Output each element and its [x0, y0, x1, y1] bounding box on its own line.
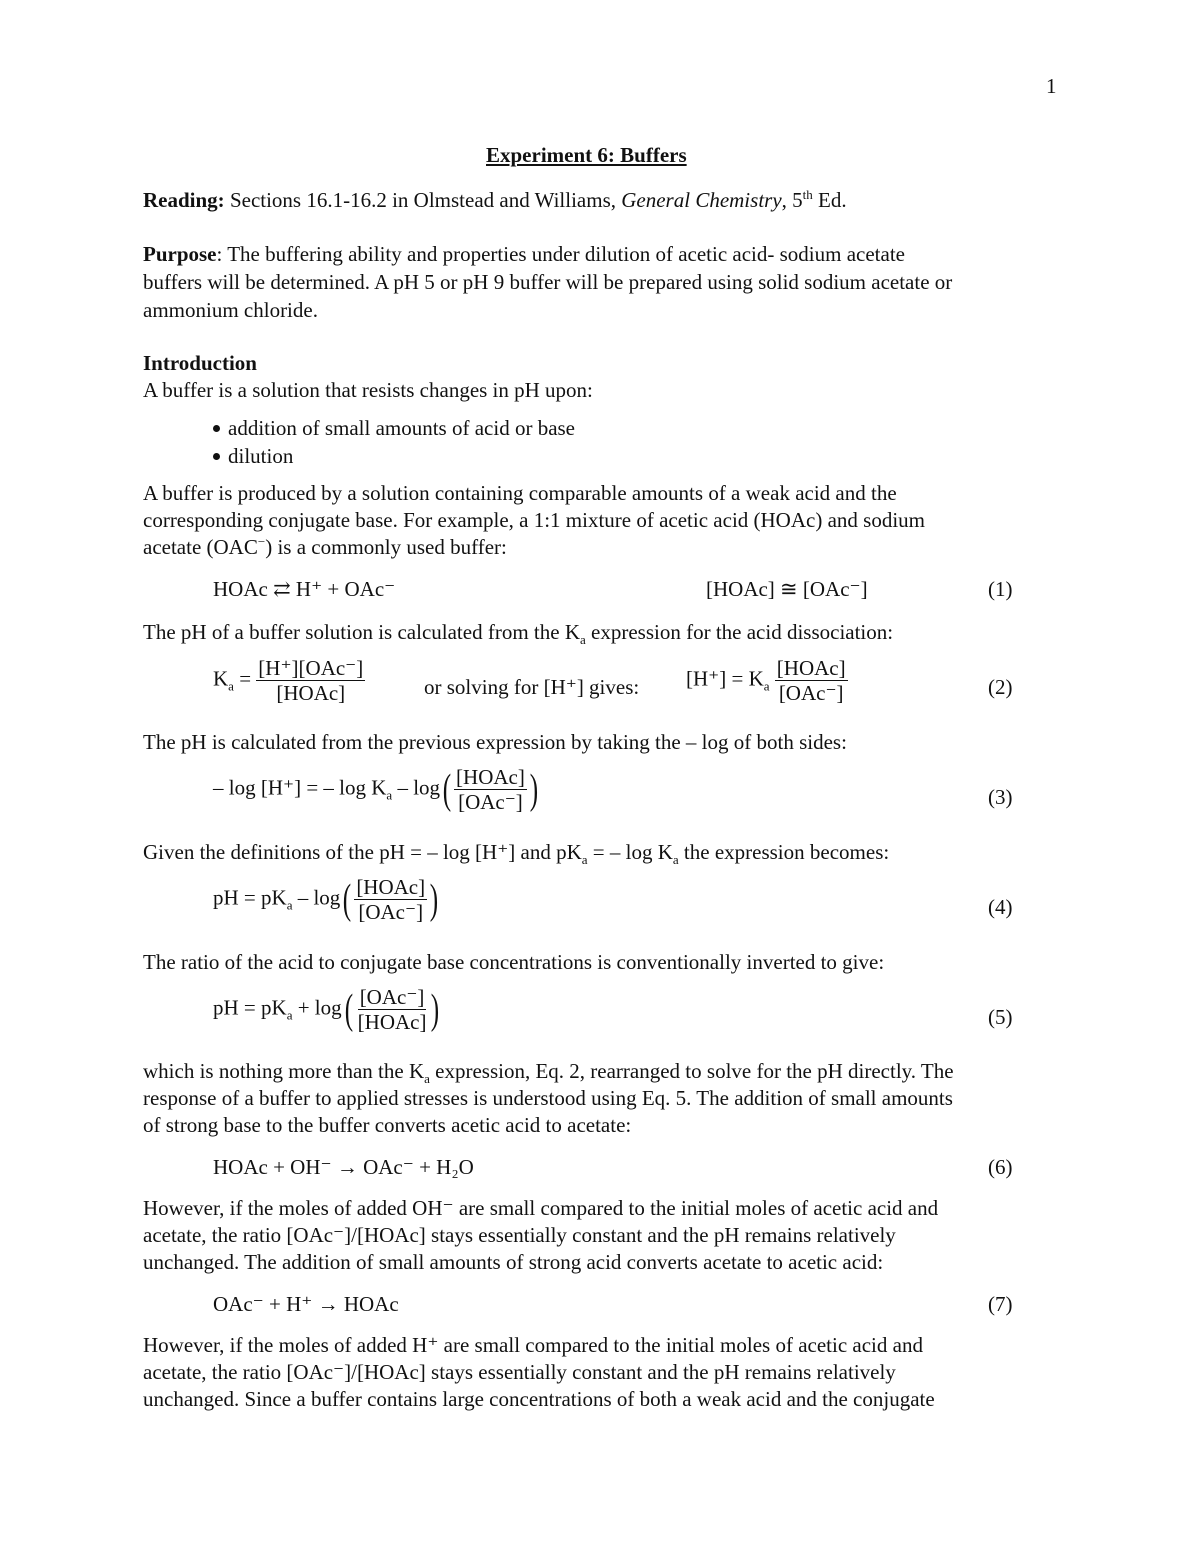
equation-6: HOAc + OH⁻ → OAc⁻ + H₂O: [213, 1155, 474, 1179]
p6-line-3: of strong base to the buffer converts acetic acid to acetate:: [143, 1113, 632, 1137]
reading-text-after: , 5: [781, 188, 803, 212]
equation-4: pH = $pK_a$ – log ( $\frac{\text{[HOAc]}}{\text{[OAc⁻]}}$ ): [213, 875, 439, 924]
equation-1-left: HOAc ⇄ H⁺ + OAc⁻: [213, 577, 396, 601]
equation-1-right: [HOAc] ≅ [OAc⁻]: [706, 577, 868, 601]
p8-line-1: However, if the moles of added H⁺ are small compared to the initial moles of acetic acid and: [143, 1333, 923, 1357]
page-number: 1: [1046, 74, 1057, 98]
intro-line-1: A buffer is a solution that resists changes in pH upon:: [143, 378, 593, 402]
purpose-line-1: [143, 241, 905, 268]
p2-line: The pH of a buffer solution is calculated from the $K_a$ expression for the acid dissociation:: [143, 620, 894, 648]
purpose-line-2: buffers will be determined. A pH 5 or pH 9 buffer will be prepared using solid sodium acetate or: [143, 270, 953, 294]
purpose-label: Purpose: [143, 242, 217, 266]
p4-line: Given the definitions of the pH = – log [H⁺] and $pK_a$ = – $\log K_a$ the expression becomes:: [143, 840, 890, 868]
equation-2-middle: or solving for [H⁺] gives:: [424, 675, 640, 699]
p1-line-2: corresponding conjugate base. For example, a 1:1 mixture of acetic acid (HOAc) and sodium: [143, 508, 925, 532]
equation-7: OAc⁻ + H⁺ → HOAc: [213, 1292, 399, 1316]
fraction: $\frac{\text{[HOAc]}}{\text{[OAc⁻]}}$: [776, 656, 846, 705]
reading-text: Sections 16.1-16.2 in Olmstead and Williams,: [224, 188, 622, 212]
p7-line-3: unchanged. The addition of small amounts of strong acid converts acetate to acetic acid:: [143, 1250, 884, 1274]
reading-label: Reading:: [143, 188, 225, 212]
equation-6-number: (6): [988, 1155, 1013, 1179]
p8-line-2: acetate, the ratio [OAc⁻]/[HOAc] stays essentially constant and the pH remains relatively: [143, 1360, 896, 1384]
p1-line-3: acetate (OAC−) is a commonly used buffer:: [143, 534, 507, 559]
equation-4-number: (4): [988, 895, 1013, 919]
introduction-heading: Introduction: [143, 351, 257, 375]
bullet-icon: [213, 425, 220, 432]
p7-line-1: However, if the moles of added OH⁻ are small compared to the initial moles of acetic acid and: [143, 1196, 939, 1220]
book-title: General Chemistry: [621, 188, 782, 212]
p8-line-3: unchanged. Since a buffer contains large concentrations of both a weak acid and the conjugate: [143, 1387, 935, 1411]
purpose-line-3: ammonium chloride.: [143, 298, 318, 322]
equation-5-number: (5): [988, 1005, 1013, 1029]
equation-2-number: (2): [988, 675, 1013, 699]
equation-7-number: (7): [988, 1292, 1013, 1316]
purpose-text-1: : The buffering ability and properties under dilution of acetic acid- sodium acetate: [216, 242, 905, 266]
p3-line: The pH is calculated from the previous expression by taking the – log of both sides:: [143, 730, 847, 754]
bullet-item-2: dilution: [213, 443, 293, 470]
edition-end: Ed.: [812, 188, 847, 212]
edition-sup: th: [802, 187, 813, 202]
equation-2-right: $[H^+] = K_a$ $\frac{\text{[HOAc]}}{\text{[OAc⁻]}}$: [686, 656, 846, 705]
bullet-icon: [213, 453, 220, 460]
equation-5: pH = $pK_a + \log$ ( $\frac{\text{[OAc⁻]}}{\text{[HOAc]}}$ ): [213, 985, 440, 1034]
p6-line-2: response of a buffer to applied stresses is understood using Eq. 5. The addition of small amounts: [143, 1086, 953, 1110]
p5-line: The ratio of the acid to conjugate base concentrations is conventionally inverted to give:: [143, 950, 885, 974]
p6-line-1: which is nothing more than the $K_a$ expression, Eq. 2, rearranged to solve for the pH directly. The: [143, 1059, 954, 1087]
bullet-item-1: addition of small amounts of acid or base: [213, 415, 575, 442]
p1-line-1: A buffer is produced by a solution containing comparable amounts of a weak acid and the: [143, 481, 897, 505]
fraction: $\frac{\text{[H⁺][OAc⁻]}}{\text{[HOAc]}}$: [258, 656, 364, 705]
equation-1-number: (1): [988, 577, 1013, 601]
equation-3-number: (3): [988, 785, 1013, 809]
equation-3: – log [H⁺] = – $\log K_a$ – log ( $\frac{\text{[HOAc]}}{\text{[OAc⁻]}}$ ): [213, 765, 539, 814]
equation-2-left: $K_a$ = $\frac{\text{[H⁺][OAc⁻]}}{\text{[HOAc]}}$: [213, 656, 364, 705]
reading-line: [143, 187, 847, 214]
p7-line-2: acetate, the ratio [OAc⁻]/[HOAc] stays essentially constant and the pH remains relatively: [143, 1223, 896, 1247]
page-title: Experiment 6: Buffers: [486, 143, 687, 167]
